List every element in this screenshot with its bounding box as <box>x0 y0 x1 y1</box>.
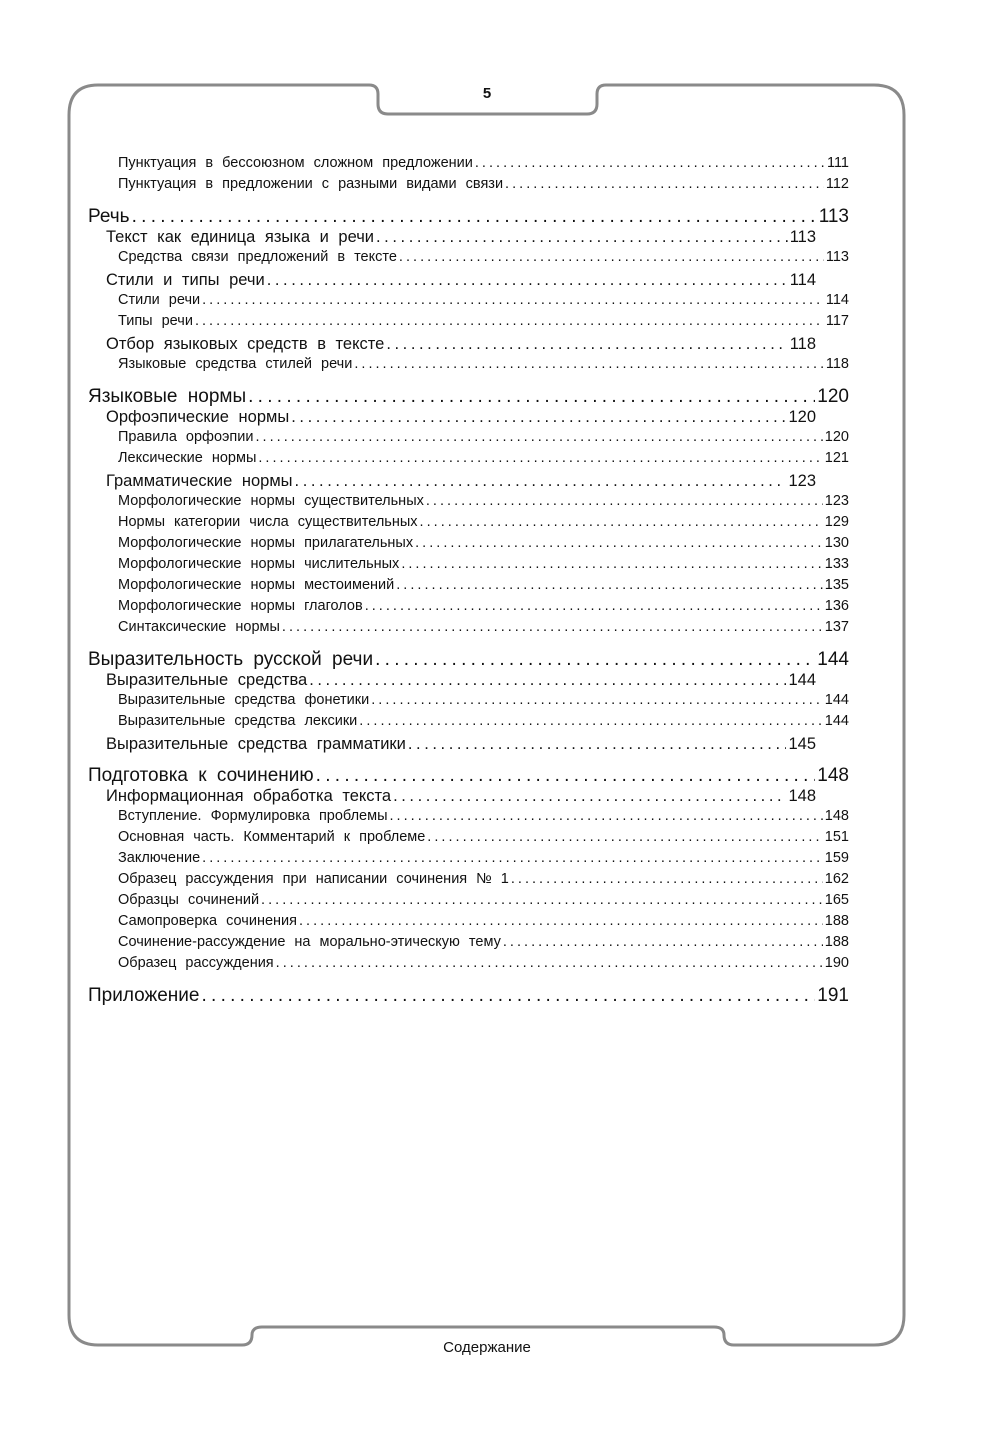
toc-entry-title: Стили и типы речи <box>106 271 265 289</box>
toc-entry-page-number: 191 <box>817 985 849 1006</box>
toc-entry[interactable] <box>118 913 849 929</box>
toc-entry-page-number: 112 <box>825 176 849 192</box>
toc-entry-page-number: 135 <box>824 577 849 593</box>
toc-entry-title: Языковые средства стилей речи <box>118 356 353 372</box>
toc-entry-page-number: 123 <box>824 493 849 509</box>
toc-entry-page-number: 113 <box>789 228 816 246</box>
toc-dot-leader <box>426 493 823 509</box>
toc-dot-leader <box>505 176 824 192</box>
toc-entry-page-number: 144 <box>824 692 849 708</box>
toc-dot-leader <box>295 472 787 491</box>
toc-entry-page-number: 159 <box>824 850 849 866</box>
toc-entry[interactable] <box>88 765 849 787</box>
toc-dot-leader <box>386 335 787 354</box>
toc-dot-leader <box>316 765 816 787</box>
toc-dot-leader <box>376 228 788 247</box>
toc-dot-leader <box>276 955 823 971</box>
toc-entry-title: Морфологические нормы глаголов <box>118 598 363 614</box>
toc-entry[interactable] <box>118 892 849 908</box>
toc-entry-title: Выразительность русской речи <box>88 649 374 670</box>
toc-entry-title: Приложение <box>88 985 200 1006</box>
toc-dot-leader <box>399 249 824 265</box>
toc-entry-page-number: 144 <box>817 649 849 670</box>
toc-dot-leader <box>201 985 815 1007</box>
toc-entry[interactable] <box>118 692 849 708</box>
toc-entry-title: Языковые нормы <box>88 386 247 407</box>
toc-entry[interactable] <box>118 598 849 614</box>
toc-dot-leader <box>475 155 825 171</box>
toc-entry-page-number: 111 <box>826 155 849 171</box>
toc-entry-title: Отбор языковых средств в тексте <box>106 335 385 353</box>
toc-dot-leader <box>299 913 823 929</box>
toc-entry[interactable] <box>106 271 816 290</box>
toc-entry-title: Морфологические нормы существительных <box>118 493 424 509</box>
toc-dot-leader <box>420 514 823 530</box>
toc-entry-title: Лексические нормы <box>118 450 257 466</box>
toc-entry[interactable] <box>118 955 849 971</box>
toc-entry-title: Морфологические нормы прилагательных <box>118 535 414 551</box>
toc-entry[interactable] <box>118 934 849 950</box>
toc-entry-title: Орфоэпические нормы <box>106 408 290 426</box>
toc-entry[interactable] <box>118 493 849 509</box>
toc-entry[interactable] <box>118 356 849 372</box>
toc-entry-title: Образец рассуждения <box>118 955 274 971</box>
toc-entry-title: Образец рассуждения при написании сочинения № 1 <box>118 871 509 887</box>
toc-dot-leader <box>267 271 788 290</box>
toc-dot-leader <box>511 871 823 887</box>
toc-entry[interactable] <box>118 176 849 192</box>
toc-entry[interactable] <box>118 450 849 466</box>
toc-entry[interactable] <box>106 735 816 754</box>
toc-entry[interactable] <box>106 335 816 354</box>
toc-dot-leader <box>396 577 823 593</box>
toc-dot-leader <box>195 313 824 329</box>
toc-entry-title: Правила орфоэпии <box>118 429 254 445</box>
toc-dot-leader <box>248 386 815 408</box>
toc-entry-page-number: 136 <box>824 598 849 614</box>
toc-entry[interactable] <box>106 228 816 247</box>
toc-entry-title: Образцы сочинений <box>118 892 260 908</box>
toc-dot-leader <box>132 206 817 228</box>
toc-entry-title: Морфологические нормы числительных <box>118 556 400 572</box>
toc-entry[interactable] <box>106 671 816 690</box>
toc-entry[interactable] <box>118 514 849 530</box>
toc-entry-page-number: 165 <box>824 892 849 908</box>
toc-entry-page-number: 137 <box>824 619 849 635</box>
toc-entry-page-number: 188 <box>824 913 849 929</box>
toc-entry-title: Синтаксические нормы <box>118 619 280 635</box>
toc-entry[interactable] <box>88 386 849 408</box>
toc-entry[interactable] <box>88 649 849 671</box>
toc-dot-leader <box>309 671 786 690</box>
toc-entry[interactable] <box>118 556 849 572</box>
toc-entry[interactable] <box>118 850 849 866</box>
toc-entry[interactable] <box>106 408 816 427</box>
toc-entry-title: Нормы категории числа существительных <box>118 514 418 530</box>
toc-entry[interactable] <box>118 829 849 845</box>
toc-dot-leader <box>390 808 823 824</box>
toc-entry-title: Основная часть. Комментарий к проблеме <box>118 829 426 845</box>
toc-entry[interactable] <box>118 313 849 329</box>
toc-entry[interactable] <box>106 787 816 806</box>
toc-dot-leader <box>291 408 786 427</box>
toc-dot-leader <box>359 713 823 729</box>
toc-entry[interactable] <box>118 713 849 729</box>
toc-entry-page-number: 118 <box>825 356 849 372</box>
toc-dot-leader <box>354 356 824 372</box>
toc-entry[interactable] <box>118 619 849 635</box>
toc-entry-page-number: 190 <box>824 955 849 971</box>
toc-entry-page-number: 123 <box>788 472 816 490</box>
toc-entry-page-number: 117 <box>825 313 849 329</box>
toc-entry-title: Пунктуация в бессоюзном сложном предложении <box>118 155 473 171</box>
toc-entry-page-number: 113 <box>825 249 849 265</box>
toc-entry-page-number: 130 <box>824 535 849 551</box>
toc-entry-title: Сочинение-рассуждение на морально-этическую тему <box>118 934 501 950</box>
toc-entry-title: Выразительные средства грамматики <box>106 735 406 753</box>
toc-entry[interactable] <box>118 429 849 445</box>
toc-entry-title: Грамматические нормы <box>106 472 293 490</box>
toc-entry-title: Пунктуация в предложении с разными видами связи <box>118 176 504 192</box>
toc-entry-page-number: 162 <box>824 871 849 887</box>
toc-entry-page-number: 120 <box>824 429 849 445</box>
toc-entry-title: Типы речи <box>118 313 193 329</box>
toc-entry-page-number: 145 <box>788 735 816 753</box>
toc-dot-leader <box>258 450 822 466</box>
toc-entry-page-number: 151 <box>824 829 849 845</box>
toc-dot-leader <box>427 829 823 845</box>
toc-entry-page-number: 114 <box>825 292 849 308</box>
toc-dot-leader <box>408 735 787 754</box>
toc-entry-page-number: 121 <box>824 450 849 466</box>
toc-entry-title: Выразительные средства лексики <box>118 713 358 729</box>
toc-entry-title: Подготовка к сочинению <box>88 765 314 786</box>
toc-dot-leader <box>365 598 823 614</box>
page-number: 5 <box>482 85 492 102</box>
toc-entry[interactable] <box>118 155 849 171</box>
toc-entry-page-number: 148 <box>788 787 816 805</box>
toc-entry-title: Средства связи предложений в тексте <box>118 249 397 265</box>
toc-entry-page-number: 144 <box>788 671 816 689</box>
toc-dot-leader <box>202 292 824 308</box>
toc-dot-leader <box>401 556 822 572</box>
toc-entry-title: Морфологические нормы местоимений <box>118 577 395 593</box>
toc-entry-page-number: 113 <box>818 206 849 227</box>
toc-entry-page-number: 120 <box>817 386 849 407</box>
toc-entry-page-number: 129 <box>824 514 849 530</box>
footer-title: Содержание <box>443 1339 531 1356</box>
toc-entry-title: Текст как единица языка и речи <box>106 228 375 246</box>
toc-entry-page-number: 114 <box>789 271 816 289</box>
toc-entry-page-number: 188 <box>824 934 849 950</box>
toc-entry-title: Информационная обработка текста <box>106 787 392 805</box>
toc-entry[interactable] <box>118 292 849 308</box>
toc-dot-leader <box>261 892 823 908</box>
toc-entry-title: Выразительные средства <box>106 671 308 689</box>
toc-entry[interactable] <box>88 206 849 228</box>
toc-entry-page-number: 120 <box>788 408 816 426</box>
toc-entry[interactable] <box>106 472 816 491</box>
toc-entry[interactable] <box>118 249 849 265</box>
toc-dot-leader <box>202 850 823 866</box>
toc-entry-page-number: 144 <box>824 713 849 729</box>
toc-dot-leader <box>415 535 823 551</box>
toc-dot-leader <box>282 619 823 635</box>
toc-dot-leader <box>503 934 823 950</box>
toc-entry[interactable] <box>118 871 849 887</box>
toc-entry-page-number: 133 <box>824 556 849 572</box>
toc-entry-title: Речь <box>88 206 130 227</box>
toc-entry-title: Выразительные средства фонетики <box>118 692 370 708</box>
toc-entry-page-number: 118 <box>789 335 816 353</box>
toc-entry[interactable] <box>118 808 849 824</box>
toc-dot-leader <box>255 429 822 445</box>
toc-dot-leader <box>393 787 786 806</box>
toc-dot-leader <box>375 649 815 671</box>
toc-entry-title: Самопроверка сочинения <box>118 913 297 929</box>
toc-entry[interactable] <box>118 577 849 593</box>
toc-entry-title: Стили речи <box>118 292 201 308</box>
toc-entry[interactable] <box>118 535 849 551</box>
toc-entry-page-number: 148 <box>824 808 849 824</box>
toc-entry-page-number: 148 <box>817 765 849 786</box>
toc-entry-title: Заключение <box>118 850 201 866</box>
toc-entry[interactable] <box>88 985 849 1007</box>
toc-dot-leader <box>371 692 823 708</box>
toc-entry-title: Вступление. Формулировка проблемы <box>118 808 388 824</box>
